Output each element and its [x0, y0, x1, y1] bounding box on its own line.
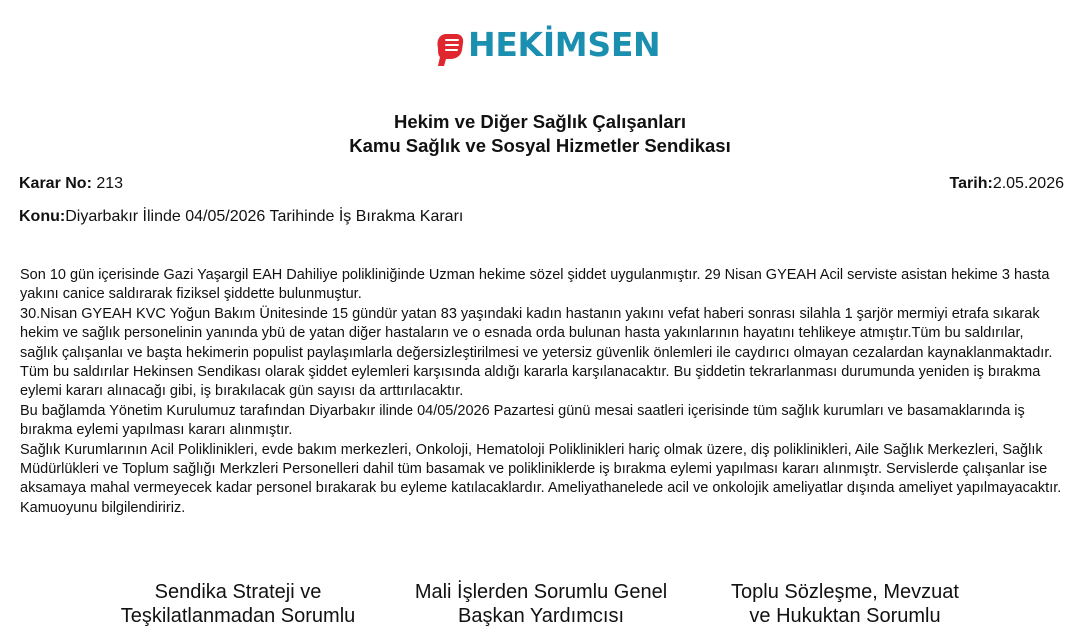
body-paragraph: Bu bağlamda Yönetim Kurulumuz tarafından Diyarbakır ilinde 04/05/2026 Pazartesi günü mesai saatleri içerisinde tüm sağlık kurumları ve basamaklarında iş bırakma eylemi yapılması kararı alınmıştır.: [20, 402, 1025, 439]
tarih-value: 2.05.2026: [992, 175, 1064, 192]
signature-finance: Mali İşlerden Sorumlu Genel Başkan Yardımcısı: [414, 581, 668, 627]
tarih: [950, 176, 1064, 192]
signature-strategy: Sendika Strateji ve Teşkilatlanmadan Sorumlu: [120, 581, 356, 627]
hekimsen-logo: [416, 12, 666, 90]
konu-value: Diyarbakır İlinde 04/05/2026 Tarihinde İş Bırakma Kararı: [65, 208, 464, 225]
tarih-label: Tarih:: [949, 175, 993, 192]
crescent-fist-icon: [416, 12, 476, 90]
decision-body: [20, 266, 1065, 518]
org-title-line1: Hekim ve Diğer Sağlık Çalışanları: [393, 111, 687, 132]
logo-wordmark: HEKİMSEN: [468, 25, 661, 64]
konu: [19, 209, 463, 225]
body-paragraph: Kamuoyunu bilgilendiririz.: [20, 499, 186, 516]
body-paragraph: Son 10 gün içerisinde Gazi Yaşargil EAH Dahiliye polikliniğinde Uzman hekime sözel şiddet uygulanmıştır. 29 Nisan GYEAH Acil serviste asistan hekime 3 hasta yakını canice saldırarak fiziksel şiddette bulunmuştur.: [20, 267, 1050, 303]
signature-block: [0, 580, 1080, 627]
body-paragraph: 30.Nisan GYEAH KVC Yoğun Bakım Ünitesinde 15 gündür yatan 83 yaşındaki kadın hastanın yakını vefat haberi sonrası silahla 1 şarjör mermiyi etrafa sıkarak hekim ve sağlık personelinin yanında ybü de yatan diğer hastaların ve o esnada orda bulunan hasta yakınlarının hayatını tehlikeye atmıştır.Tüm bu saldırılar, sağlık çalışanlaı ve başta hekimerin populist paylaşımlarla değersizleştirilmesi ve yetersiz güvenlik önlemleri ile caydırıcı olmayan cezalardan kaynaklanmaktadır.: [20, 305, 1053, 361]
karar-no-value: 213: [91, 175, 124, 192]
karar-no: [19, 176, 123, 192]
signature-contract: Toplu Sözleşme, Mevzuat ve Hukuktan Sorumlu: [731, 581, 959, 627]
konu-label: Konu:: [19, 208, 66, 225]
org-title-line2: Kamu Sağlık ve Sosyal Hizmetler Sendikası: [349, 135, 731, 156]
karar-no-label: Karar No:: [19, 175, 92, 192]
body-paragraph: Tüm bu saldırılar Hekinsen Sendikası olarak şiddet eylemleri karşısında aldığı kararla karşılanacaktır. Bu şiddetin tekrarlanması durumunda yeniden iş bırakma eylemi kararı alınacağı gibi, iş bırakılacak gün sayısı da arttırılacaktır.: [20, 364, 1041, 400]
body-paragraph: Sağlık Kurumlarının Acil Poliklinikleri, evde bakım merkezleri, Onkoloji, Hematoloji Poliklinikleri hariç olmak üzere, diş poliklinikleri, Aile Sağlık Merkezleri, Sağlık Müdürlükleri ve Toplum sağlığı Merkzleri Personelleri dahil tüm basamak ve polikliniklerde iş bırakma eylemi yapılması kararı alınmıştr. Servislerde çalışanlar ise aksamaya mahal vermeyecek kadar personel bırakarak bu eyleme katılacaklardır. Ameliyathanelede acil ve onkolojik ameliyatlar dışında ameliyet yapılmayacaktır.: [20, 441, 1062, 497]
